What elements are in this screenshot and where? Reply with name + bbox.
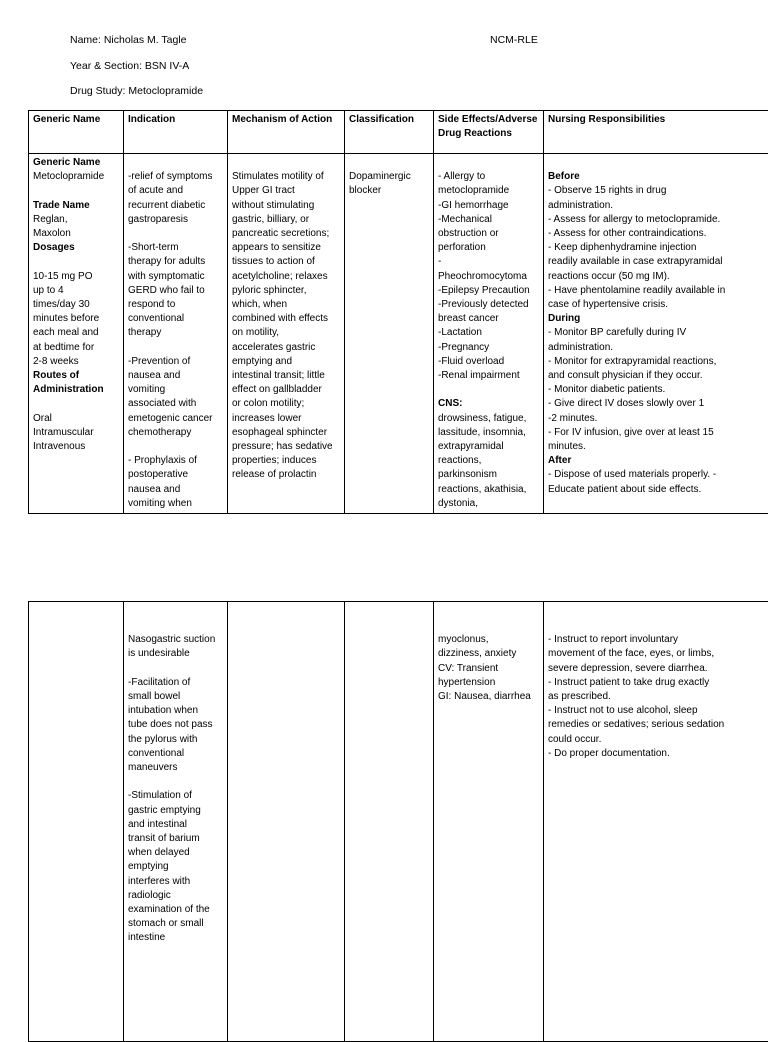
indication-line: GERD who fail to [128,284,223,298]
text-line: myoclonus, [438,633,539,647]
text-line: perforation [438,241,539,255]
indication-line: gastroparesis [128,213,223,227]
text-line: - Give direct IV doses slowly over 1 [548,397,766,411]
text-line: -Mechanical [438,213,539,227]
text-line: remedies or sedatives; serious sedation [548,718,766,732]
indication-list [128,170,223,511]
nursing-list-p2 [548,633,766,761]
drug-study-table-page-2 [28,601,768,1042]
text-line: - Monitor diabetic patients. [548,383,766,397]
indication-line: -relief of symptoms [128,170,223,184]
text-line: -Fluid overload [438,355,539,369]
text-line: could occur. [548,733,766,747]
text-line: or colon motility; [232,397,340,411]
text-line: - Observe 15 rights in drug [548,184,766,198]
text-line: - Allergy to [438,170,539,184]
column-header-mechanism: Mechanism of Action [228,111,345,154]
text-line: - Instruct patient to take drug exactly [548,676,766,690]
text-line: tissues to action of [232,255,340,269]
text-line: gastric, billiary, or [232,213,340,227]
indication-line: conventional [128,312,223,326]
text-line: -Previously detected [438,298,539,312]
indication-line: therapy for adults [128,255,223,269]
indication-cell [124,154,228,514]
indication-line: maneuvers [128,761,223,775]
text-line: on motility, [232,326,340,340]
indication-line: and intestinal [128,818,223,832]
indication-line: -Facilitation of [128,676,223,690]
side-effects-cell-p2 [434,602,544,1042]
indication-line: radiologic [128,889,223,903]
text-line: CV: Transient [438,662,539,676]
indication-line: emptying [128,860,223,874]
text-line: without stimulating [232,199,340,213]
mechanism-text [232,170,340,482]
during-heading: During [548,312,766,326]
text-line: parkinsonism [438,468,539,482]
indication-line: Nasogastric suction [128,633,223,647]
text-line: -Lactation [438,326,539,340]
indication-line: stomach or small [128,917,223,931]
text-line: hypertension [438,676,539,690]
classification-cell-p2 [345,602,434,1042]
indication-line: conventional [128,747,223,761]
text-line: - Monitor for extrapyramidal reactions, [548,355,766,369]
cns-effects-list [438,412,539,511]
text-line: emptying and [232,355,340,369]
text-line: severe depression, severe diarrhea. [548,662,766,676]
indication-list-p2 [128,633,223,945]
trade-value: Reglan, [33,213,119,227]
classification-cell [345,154,434,514]
text-line: Pheochromocytoma [438,270,539,284]
indication-line: postoperative [128,468,223,482]
indication-line: when delayed [128,846,223,860]
nursing-cell-p2 [544,602,768,1042]
text-line: GI: Nausea, diarrhea [438,690,539,704]
text-line: administration. [548,199,766,213]
column-header-generic-name: Generic Name [29,111,124,154]
text-line: and consult physician if they occur. [548,369,766,383]
indication-line: nausea and [128,483,223,497]
indication-line: interferes with [128,875,223,889]
nursing-cell [544,154,768,514]
dosage-line: minutes before [33,312,119,326]
side-effects-list-p2 [438,633,539,704]
text-line: Dopaminergic [349,170,429,184]
indication-line: nausea and [128,369,223,383]
indication-line: transit of barium [128,832,223,846]
indication-line: is undesirable [128,647,223,661]
indication-line: emetogenic cancer [128,412,223,426]
text-line: extrapyramidal [438,440,539,454]
text-line: esophageal sphincter [232,426,340,440]
year-section: Year & Section: BSN IV-A [70,59,189,73]
trade-value: Maxolon [33,227,119,241]
generic-value: Metoclopramide [33,170,119,184]
indication-line: tube does not pass [128,718,223,732]
dosage-line: up to 4 [33,284,119,298]
text-line: pancreatic secretions; [232,227,340,241]
trade-heading: Trade Name [33,199,119,213]
drug-study-title: Drug Study: Metoclopramide [70,84,203,98]
text-line: - Keep diphenhydramine injection [548,241,766,255]
text-line: - Instruct not to use alcohol, sleep [548,704,766,718]
column-header-side-effects: Side Effects/Adverse Drug Reactions [434,111,544,154]
text-line: pressure; has sedative [232,440,340,454]
text-line: Educate patient about side effects. [548,483,766,497]
after-heading: After [548,454,766,468]
text-line: -2 minutes. [548,412,766,426]
indication-line: associated with [128,397,223,411]
routes-heading: Administration [33,383,119,397]
text-line: pyloric sphincter, [232,284,340,298]
indication-line: vomiting [128,383,223,397]
indication-line: - Prophylaxis of [128,454,223,468]
dosage-line: times/day 30 [33,298,119,312]
side-effects-cell [434,154,544,514]
text-line: -Epilepsy Precaution [438,284,539,298]
text-line: blocker [349,184,429,198]
text-line: intestinal transit; little [232,369,340,383]
indication-line: examination of the [128,903,223,917]
text-line: reactions occur (50 mg IM). [548,270,766,284]
text-line: -Pregnancy [438,341,539,355]
before-heading: Before [548,170,766,184]
text-line: readily available in case extrapyramidal [548,255,766,269]
text-line: properties; induces [232,454,340,468]
generic-name-cell [29,154,124,514]
dosage-heading: Dosages [33,241,119,255]
indication-line: intubation when [128,704,223,718]
indication-line: -Prevention of [128,355,223,369]
indication-line: chemotherapy [128,426,223,440]
indication-line: with symptomatic [128,270,223,284]
text-line: - Assess for other contraindications. [548,227,766,241]
indication-line: recurrent diabetic [128,199,223,213]
text-line: as prescribed. [548,690,766,704]
text-line: Upper GI tract [232,184,340,198]
indication-cell-p2 [124,602,228,1042]
routes-heading: Routes of [33,369,119,383]
text-line: effect on gallbladder [232,383,340,397]
indication-line: of acute and [128,184,223,198]
text-line: - Do proper documentation. [548,747,766,761]
text-line: obstruction or [438,227,539,241]
generic-name-cell-p2 [29,602,124,1042]
indication-line: intestine [128,931,223,945]
course-code: NCM-RLE [490,33,538,47]
text-line: - [438,255,539,269]
text-line: movement of the face, eyes, or limbs, [548,647,766,661]
text-line: case of hypertensive crisis. [548,298,766,312]
dosage-line: at bedtime for [33,341,119,355]
text-line: - Instruct to report involuntary [548,633,766,647]
indication-line: -Short-term [128,241,223,255]
text-line: accelerates gastric [232,341,340,355]
drug-study-table-page-1 [28,110,768,514]
cns-heading: CNS: [438,397,539,411]
text-line: reactions, [438,454,539,468]
text-line: dystonia, [438,497,539,511]
text-line: increases lower [232,412,340,426]
side-effects-list [438,170,539,383]
route-item: Intramuscular [33,426,119,440]
text-line: acetylcholine; relaxes [232,270,340,284]
student-name: Name: Nicholas M. Tagle [70,33,187,47]
route-item: Oral [33,412,119,426]
column-header-classification: Classification [345,111,434,154]
text-line: - Monitor BP carefully during IV [548,326,766,340]
text-line: reactions, akathisia, [438,483,539,497]
text-line: lassitude, insomnia, [438,426,539,440]
indication-line: vomiting when [128,497,223,511]
classification-text [349,170,429,198]
indication-line: respond to [128,298,223,312]
text-line: - Dispose of used materials properly. - [548,468,766,482]
text-line: - For IV infusion, give over at least 15 [548,426,766,440]
mechanism-cell [228,154,345,514]
column-header-indication: Indication [124,111,228,154]
text-line: breast cancer [438,312,539,326]
text-line: - Have phentolamine readily available in [548,284,766,298]
text-line: release of prolactin [232,468,340,482]
dosage-line: 10-15 mg PO [33,270,119,284]
indication-line: small bowel [128,690,223,704]
text-line: -Renal impairment [438,369,539,383]
generic-heading: Generic Name [33,156,119,170]
text-line: dizziness, anxiety [438,647,539,661]
text-line: metoclopramide [438,184,539,198]
text-line: combined with effects [232,312,340,326]
route-item: Intravenous [33,440,119,454]
indication-line: -Stimulation of [128,789,223,803]
indication-line: therapy [128,326,223,340]
column-header-nursing: Nursing Responsibilities [544,111,768,154]
indication-line: the pylorus with [128,733,223,747]
mechanism-cell-p2 [228,602,345,1042]
text-line: which, when [232,298,340,312]
text-line: minutes. [548,440,766,454]
text-line: administration. [548,341,766,355]
text-line: drowsiness, fatigue, [438,412,539,426]
dosage-line: each meal and [33,326,119,340]
dosage-line: 2-8 weeks [33,355,119,369]
before-list [548,184,766,312]
during-list [548,326,766,454]
text-line: - Assess for allergy to metoclopramide. [548,213,766,227]
after-list [548,468,766,496]
text-line: appears to sensitize [232,241,340,255]
text-line: Stimulates motility of [232,170,340,184]
text-line: -GI hemorrhage [438,199,539,213]
indication-line: gastric emptying [128,804,223,818]
